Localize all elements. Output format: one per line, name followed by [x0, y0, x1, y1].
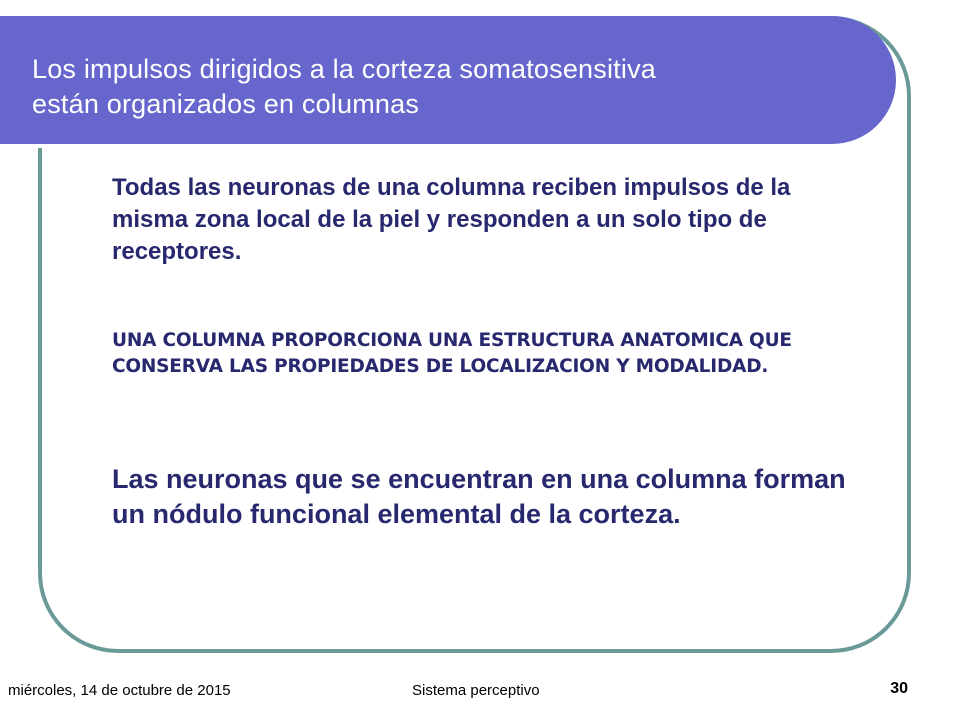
body-paragraph-2: UNA COLUMNA PROPORCIONA UNA ESTRUCTURA ANATOMICA QUE CONSERVA LAS PROPIEDADES DE LOCALIZACION Y MODALIDAD.: [112, 330, 792, 377]
slide-title: Los impulsos dirigidos a la corteza somatosensitiva están organizados en columnas: [32, 54, 656, 119]
body-paragraph-1: Todas las neuronas de una columna reciben impulsos de la misma zona local de la piel y responden a un solo tipo de receptores.: [112, 174, 791, 265]
slide-number: 30: [890, 680, 908, 697]
title-underline: [0, 144, 848, 148]
footer-presentation-name: Sistema perceptivo: [412, 682, 540, 699]
body-paragraph-3: Las neuronas que se encuentran en una columna forman un nódulo funcional elemental de la corteza.: [112, 464, 846, 529]
footer-date: miércoles, 14 de octubre de 2015: [8, 682, 231, 699]
title-banner: [0, 16, 896, 144]
